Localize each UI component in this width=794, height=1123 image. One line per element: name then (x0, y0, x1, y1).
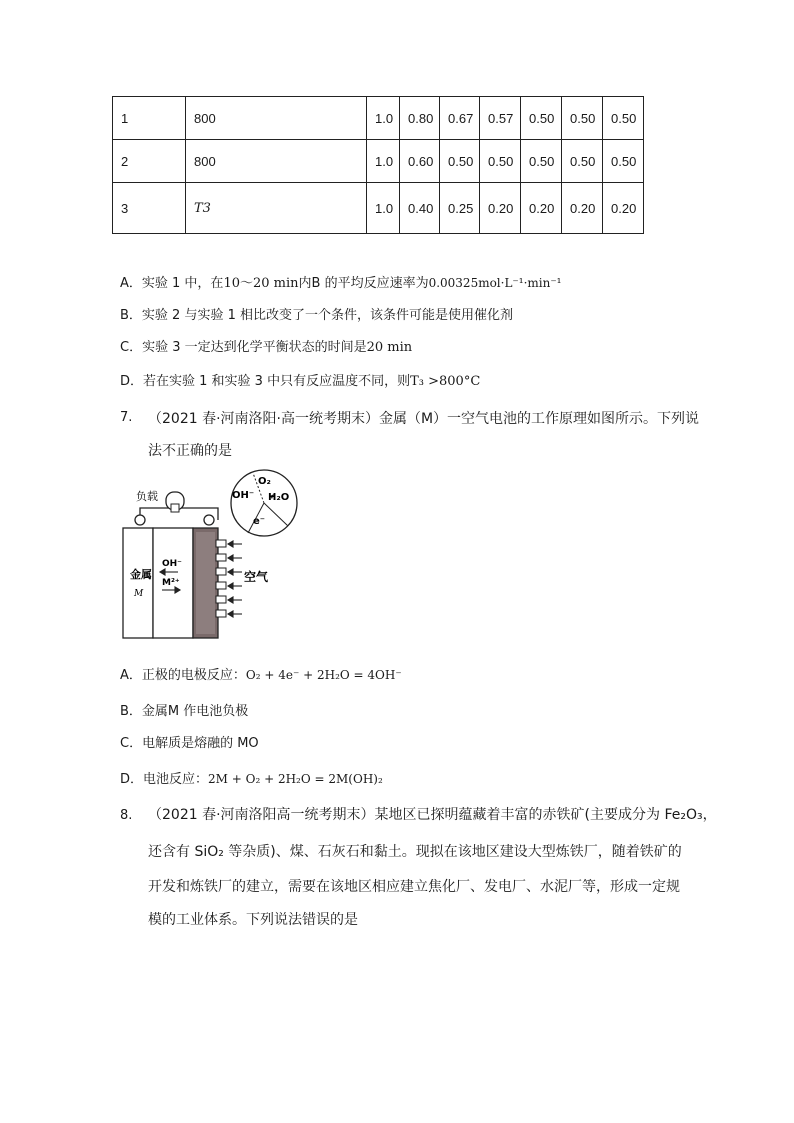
q7-option-a-text: A．正极的电极反应： (120, 668, 246, 683)
label-metal: 金属 (130, 568, 152, 581)
table-cell: 0.50 (562, 97, 603, 140)
table-cell-temp: T3 (186, 183, 367, 234)
q7-option-b: B．金属M 作电池负极 (120, 704, 249, 719)
table-cell: 0.80 (400, 97, 440, 140)
experiment-table (112, 96, 644, 234)
label-electron: e⁻ (253, 516, 266, 527)
table-cell: 0.20 (562, 183, 603, 234)
q8-stem-line3: 开发和炼铁厂的建立，需要在该地区相应建立焦化厂、发电厂、水泥厂等，形成一定规 (148, 879, 680, 895)
label-oh: OH⁻ (232, 490, 255, 501)
table-cell-temp: 800 (186, 140, 367, 183)
q6-option-c (120, 336, 412, 355)
table-row (113, 97, 644, 140)
table-cell-id: 3 (113, 183, 186, 234)
table-cell: 0.50 (603, 140, 644, 183)
q7-stem-line1: （2021 春·河南洛阳·高一统考期末）金属（M）一空气电池的工作原理如图所示。下列说 (148, 411, 700, 427)
table-row (113, 183, 644, 234)
label-air: 空气 (244, 570, 269, 584)
q6-option-c-text: C．实验 3 一定达到化学平衡状态的时间是 (120, 340, 367, 355)
table-cell: 0.67 (440, 97, 480, 140)
table-cell: 0.50 (480, 140, 521, 183)
q6-option-a (120, 272, 561, 291)
table-cell: 0.40 (400, 183, 440, 234)
q6-option-a-time: 10～20 min (223, 276, 299, 291)
label-oh-electrolyte: OH⁻ (162, 559, 182, 569)
q8-stem-line2: 还含有 SiO₂ 等杂质)、煤、石灰石和黏土。现拟在该地区建设大型炼铁厂，随着铁矿的 (148, 844, 682, 860)
q8-stem-line4: 模的工业体系。下列说法错误的是 (148, 912, 358, 928)
q8-stem-line1: （2021 春·河南洛阳高一统考期末）某地区已探明蕴藏着丰富的赤铁矿(主要成分为 Fe₂O₃， (148, 807, 717, 823)
table-cell: 0.50 (440, 140, 480, 183)
q7-stem-line2: 法不正确的是 (148, 443, 232, 459)
label-h2o: H₂O (268, 492, 290, 503)
table-cell: 0.25 (440, 183, 480, 234)
q7-number: 7. (120, 410, 133, 425)
table-cell: 0.57 (480, 97, 521, 140)
q6-option-b: B．实验 2 与实验 1 相比改变了一个条件，该条件可能是使用催化剂 (120, 308, 513, 323)
q7-option-c: C．电解质是熔融的 MO (120, 736, 259, 751)
table-row (113, 140, 644, 183)
q6-option-d (120, 370, 480, 389)
table-cell: 0.50 (521, 97, 562, 140)
q6-option-a-text: A．实验 1 中，在 (120, 276, 224, 291)
label-metal-m: M (134, 589, 144, 599)
q6-option-a-text2: 内B 的平均反应速率为 (298, 276, 429, 291)
table-cell: 0.20 (480, 183, 521, 234)
table-cell: 0.50 (603, 97, 644, 140)
q7-option-d-equation: 2M + O₂ + 2H₂O = 2M(OH)₂ (208, 772, 383, 786)
label-load: 负载 (136, 490, 158, 503)
q6-option-c-time: 20 min (366, 340, 413, 355)
table-cell-id: 2 (113, 140, 186, 183)
table-cell-temp: 800 (186, 97, 367, 140)
q7-option-d (120, 768, 383, 787)
q7-option-a-equation: O₂ + 4e⁻ + 2H₂O = 4OH⁻ (245, 668, 402, 682)
table-cell: 1.0 (367, 97, 400, 140)
table-cell: 0.20 (603, 183, 644, 234)
table-cell: 0.50 (521, 140, 562, 183)
table-cell: 0.60 (400, 140, 440, 183)
q6-option-d-temp: T₃ >800°C (410, 374, 481, 389)
q7-option-d-text: D．电池反应： (120, 772, 209, 787)
table-cell: 0.20 (521, 183, 562, 234)
table-cell: 0.50 (562, 140, 603, 183)
q6-option-a-rate: 0.00325mol·L⁻¹·min⁻¹ (428, 276, 562, 290)
label-o2: O₂ (258, 476, 271, 487)
label-m2plus: M²⁺ (162, 578, 180, 588)
q6-option-d-text: D．若在实验 1 和实验 3 中只有反应温度不同，则 (120, 374, 411, 389)
table-cell: 1.0 (367, 140, 400, 183)
metal-air-battery-diagram (118, 468, 323, 646)
table-cell-id: 1 (113, 97, 186, 140)
q7-option-a (120, 664, 402, 683)
q8-number: 8. (120, 808, 133, 823)
table-cell: 1.0 (367, 183, 400, 234)
